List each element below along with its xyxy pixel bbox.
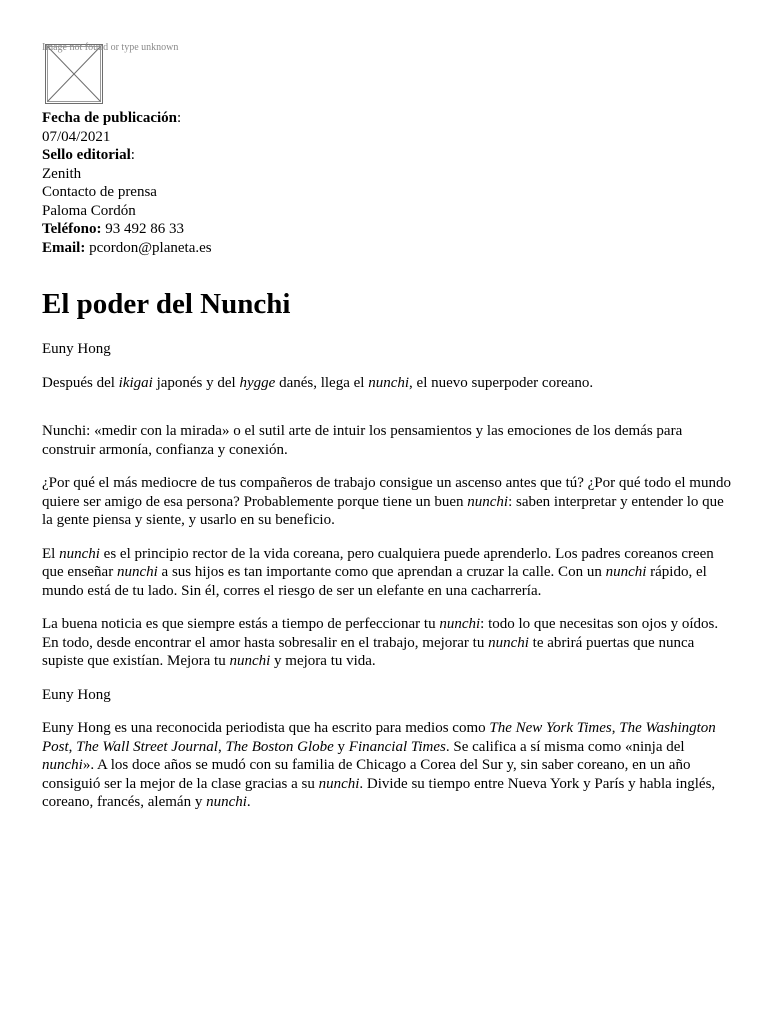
publication-date-label: Fecha de publicación [42, 110, 178, 126]
intro-paragraph: Después del ikigai japonés y del hygge danés, llega el nunchi, el nuevo superpoder coreano. [42, 374, 594, 391]
body-paragraph-4: La buena noticia es que siempre estás a tiempo de perfeccionar tu nunchi: todo lo que necesitas son ojos y oídos. En todo, desde encontrar el amor hasta sobresalir en el trabajo, mejorar tu nunchi te abrirá puertas que nunca supiste que existían. Mejora tu nunchi y mejora tu vida. [42, 616, 719, 669]
author-bio-paragraph: Euny Hong es una reconocida periodista que ha escrito para medios como The New York Times, The Washington Post, The Wall Street Journal, The Boston Globe y Financial Times. Se califica a sí misma como «ninja del nunchi». A los doce años se mudó con su familia de Chicago a Corea del Sur y, sin saber coreano, en un año consiguió ser la mejor de la clase gracias a su nunchi. Divide su tiempo entre Nueva York y París y habla inglés, coreano, francés, alemán y nunchi. [42, 720, 716, 810]
author-bio-heading: Euny Hong [42, 686, 111, 703]
press-release-page [42, 42, 732, 812]
phone-value: 93 492 86 33 [105, 221, 184, 237]
email-line [42, 239, 732, 258]
imprint-label: Sello editorial [42, 147, 131, 163]
phone-line [42, 220, 732, 239]
image-alt-text: Image not found or type unknown [42, 42, 179, 53]
body-paragraph-2: ¿Por qué el más mediocre de tus compañeros de trabajo consigue un ascenso antes que tú? ¿Por qué todo el mundo quiere ser amigo de esa persona? Probablemente porque tiene un buen nunchi: saben interpretar y entender lo que la gente piensa y siente, y usarlo en su beneficio. [42, 475, 731, 528]
email-label: Email: [42, 239, 86, 256]
press-contact-label: Contacto de prensa [42, 184, 157, 200]
imprint-label-line: Sello editorial: [42, 147, 135, 163]
page-title: El poder del Nunchi [42, 288, 291, 320]
author-name: Euny Hong [42, 341, 111, 357]
publication-date-value: 07/04/2021 [42, 128, 111, 145]
imprint-value: Zenith [42, 165, 82, 182]
phone-label: Teléfono: [42, 221, 102, 237]
publication-date-label-line: Fecha de publicación: [42, 110, 182, 126]
broken-image [42, 42, 179, 104]
press-contact-name: Paloma Cordón [42, 202, 136, 219]
email-value: pcordon@planeta.es [89, 239, 212, 256]
body-paragraph-3: El nunchi es el principio rector de la vida coreana, pero cualquiera puede aprenderlo. Los padres coreanos creen que enseñar nunchi a sus hijos es tan importante como que aprendan a cruzar la calle. Con un nunchi rápido, el mundo está de tu lado. Sin él, corres el riesgo de ser un elefante en una cacharrería. [42, 545, 714, 599]
body-paragraph-1: Nunchi: «medir con la mirada» o el sutil arte de intuir los pensamientos y las emociones de los demás para construir armonía, confianza y conexión. [42, 423, 683, 458]
